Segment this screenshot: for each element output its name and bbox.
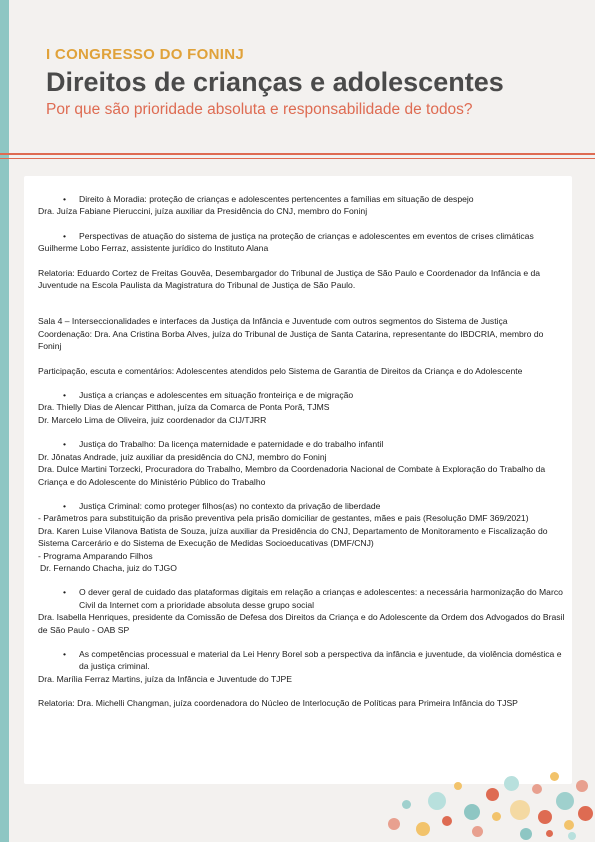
topic-item xyxy=(38,230,566,242)
bullet-icon: • xyxy=(63,587,67,598)
speaker: Dra. Isabella Henriques, presidente da Comissão de Defesa dos Direitos da Criança e do Adolescente da Ordem dos Advogados do Brasil de São Paulo - OAB SP xyxy=(38,612,565,635)
topic-title: Justiça Criminal: como proteger filhos(as) no contexto da privação de liberdade xyxy=(79,500,381,511)
topic-detail: - Programa Amparando Filhos xyxy=(38,550,153,561)
topic-item xyxy=(38,438,566,450)
bullet-icon: • xyxy=(63,439,67,450)
topic-title: Perspectivas de atuação do sistema de justiça na proteção de crianças e adolescentes em eventos de crises climáticas xyxy=(79,230,534,241)
relatoria: Relatoria: Eduardo Cortez de Freitas Gouvêa, Desembargador do Tribunal de Justiça de São Paulo e Coordenador da Infância e da Juventude na Escola Paulista da Magistratura do Tribunal de Justiça de São Paulo. xyxy=(38,267,541,291)
left-accent-bar xyxy=(0,0,9,842)
speaker: Dr. Jônatas Andrade, juiz auxiliar da presidência do CNJ, membro do Foninj xyxy=(38,451,327,462)
topic-title: O dever geral de cuidado das plataformas digitais em relação a crianças e adolescentes: a necessária harmonização do Marco Civil da Internet com a prioridade absoluta desse grupo social xyxy=(79,587,563,610)
decorative-dots xyxy=(380,770,595,842)
session-title: Sala 4 – Interseccionalidades e interfaces da Justiça da Infância e Juventude com outros segmentos do Sistema de Justiça xyxy=(38,316,508,327)
header-divider-thin xyxy=(0,158,595,159)
session-coordination: Coordenação: Dra. Ana Cristina Borba Alves, juíza do Tribunal de Justiça de Santa Catarina, representante do IBDCRIA, membro do Foninj xyxy=(38,328,544,352)
speaker: Dra. Thielly Dias de Alencar Pitthan, juíza da Comarca de Ponta Porã, TJMS xyxy=(38,402,330,413)
topic-item xyxy=(38,193,566,205)
bullet-icon: • xyxy=(63,648,67,659)
bullet-icon: • xyxy=(63,230,67,241)
relatoria: Relatoria: Dra. Michelli Changman, juíza coordenadora do Núcleo de Interlocução de Políticas para Primeira Infância do TJSP xyxy=(38,698,518,709)
congress-name: I CONGRESSO DO FONINJ xyxy=(46,46,244,63)
speaker: Dra. Karen Luise Vilanova Batista de Souza, juíza auxiliar da Presidência do CNJ, Departamento de Monitoramento e Fiscalização do Sistema Carcerário e do Sistema de Execução de Medidas Socioeducativas (DMF/CNJ) xyxy=(38,525,548,549)
speaker: Dr. Marcelo Lima de Oliveira, juiz coordenador da CIJ/TJRR xyxy=(38,414,267,425)
speaker: Dr. Fernando Chacha, juiz do TJGO xyxy=(40,562,177,573)
topic-title: As competências processual e material da Lei Henry Borel sob a perspectiva da infância e juventude, da violência doméstica e da justiça criminal. xyxy=(79,648,562,672)
bullet-icon: • xyxy=(63,194,67,204)
topic-title: Justiça do Trabalho: Da licença maternidade e paternidade e do trabalho infantil xyxy=(79,439,384,450)
topic-item xyxy=(38,648,566,673)
speaker: Dra. Marília Ferraz Martins, juíza da Infância e Juventude do TJPE xyxy=(38,673,292,684)
topic-item xyxy=(38,389,566,401)
topic-title: Direito à Moradia: proteção de crianças e adolescentes pertencentes a famílias em situação de despejo xyxy=(79,194,474,204)
topic-detail: - Parâmetros para substituição da prisão preventiva pela prisão domiciliar de gestantes, mães e pais (Resolução DMF 369/2021) xyxy=(38,513,529,524)
session-participation: Participação, escuta e comentários: Adolescentes atendidos pelo Sistema de Garantia de Direitos da Criança e do Adolescente xyxy=(38,365,523,376)
bullet-icon: • xyxy=(63,390,67,401)
program-content xyxy=(38,193,566,710)
topic-item xyxy=(38,586,566,611)
speaker: Dra. Juíza Fabiane Pieruccini, juíza auxiliar da Presidência do CNJ, membro do Foninj xyxy=(38,206,368,217)
speaker: Guilherme Lobo Ferraz, assistente jurídico do Instituto Alana xyxy=(38,243,269,254)
speaker: Dra. Dulce Martini Torzecki, Procuradora do Trabalho, Membro da Coordenadoria Nacional de Combate à Exploração do Trabalho da Criança e do Adolescente do Ministério Público do Trabalho xyxy=(38,464,546,487)
page-title: Direitos de crianças e adolescentes xyxy=(46,67,504,97)
page-header xyxy=(46,46,586,120)
topic-title: Justiça a crianças e adolescentes em situação fronteiriça e de migração xyxy=(79,390,354,401)
bullet-icon: • xyxy=(63,500,67,511)
header-divider-thick xyxy=(0,153,595,155)
topic-item xyxy=(38,500,566,512)
page-subtitle: Por que são prioridade absoluta e responsabilidade de todos? xyxy=(46,101,473,118)
